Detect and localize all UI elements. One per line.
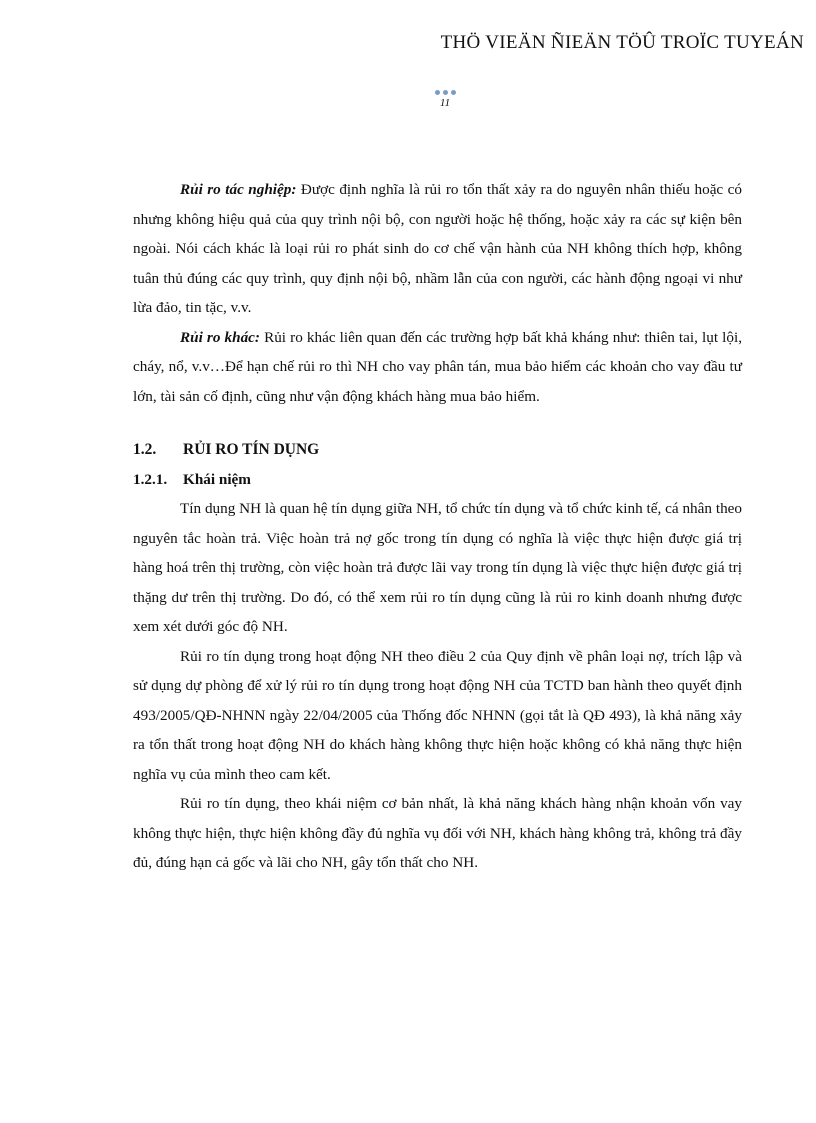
paragraph-credit-definition: Tín dụng NH là quan hệ tín dụng giữa NH, tổ chức tín dụng và tổ chức kinh tế, cá nhân theo nguyên tắc hoàn trả. Việc hoàn trả nợ gốc trong tín dụng có nghĩa là việc thực hiện được giá trị hàng hoá trên thị trường, còn việc hoàn trả được lãi vay trong tín dụng là việc thực hiện được giá trị thặng dư trên thị trường. Do đó, có thể xem rủi ro tín dụng cũng là rủi ro kinh doanh nhưng được xem xét dưới góc độ NH. (133, 500, 742, 635)
subsection-number: 1.2.1. (133, 470, 168, 488)
section-heading (133, 435, 742, 465)
paragraph-credit-basic: Rủi ro tín dụng, theo khái niệm cơ bản nhất, là khả năng khách hàng nhận khoản vốn vay không thực hiện, thực hiện không đầy đủ nghĩa vụ đối với NH, khách hàng không trả, không trả đầy đủ, đúng hạn cả gốc và lãi cho NH, gây tổn thất cho NH. (133, 795, 742, 871)
paragraph-text: Được định nghĩa là rủi ro tổn thất xảy ra do nguyên nhân thiếu hoặc có nhưng không hiệu quả của quy trình nội bộ, con người hoặc hệ thống, hoặc xảy ra các sự kiện bên ngoài. Nói cách khác là loại rủi ro phát sinh do cơ chế vận hành của NH không thích hợp, không tuân thủ đúng các quy trình, quy định nội bộ, nhầm lẫn của con người, các hành động ngoại vi như lừa đảo, tin tặc, v.v. (133, 181, 742, 316)
ornament-dot (451, 90, 456, 95)
page-mark (0, 90, 816, 109)
paragraph-operational-risk (133, 175, 742, 323)
ornament-dot (443, 90, 448, 95)
paragraph-lead: Rủi ro tác nghiệp: (180, 181, 297, 198)
ornament-dot (435, 90, 440, 95)
ornament-dots (0, 90, 816, 96)
paragraph-credit-regulation: Rủi ro tín dụng trong hoạt động NH theo điều 2 của Quy định về phân loại nợ, trích lập và sử dụng dự phòng để xử lý rủi ro tín dụng trong hoạt động NH của TCTD ban hành theo quyết định 493/2005/QĐ-NHNN ngày 22/04/2005 của Thống đốc NHNN (gọi tắt là QĐ 493), là khả năng xảy ra tổn thất trong hoạt động NH do khách hàng không thực hiện hoặc không có khả năng thực hiện nghĩa vụ của mình theo cam kết. (133, 647, 742, 783)
header-title: THÖ VIEÄN ÑIEÄN TÖÛ TROÏC TUYEÁN (440, 32, 804, 53)
subsection-title: Khái niệm (183, 470, 251, 488)
paragraph-lead: Rủi ro khác: (180, 328, 260, 346)
page-number: 11 (439, 97, 451, 109)
paragraph-text: Rủi ro khác liên quan đến các trường hợp bất khả kháng như: thiên tai, lụt lội, cháy, nổ, v.v…Để hạn chế rủi ro thì NH cho vay phân tán, mua bảo hiểm các khoản cho vay đầu tư lớn, tài sản cố định, cũng như vận động khách hàng mua bảo hiểm. (133, 328, 742, 405)
section-number: 1.2. (133, 441, 157, 458)
paragraph-other-risk (133, 323, 742, 412)
document-body (133, 175, 742, 878)
subsection-heading (133, 465, 742, 495)
section-title: RỦI RO TÍN DỤNG (183, 441, 320, 458)
